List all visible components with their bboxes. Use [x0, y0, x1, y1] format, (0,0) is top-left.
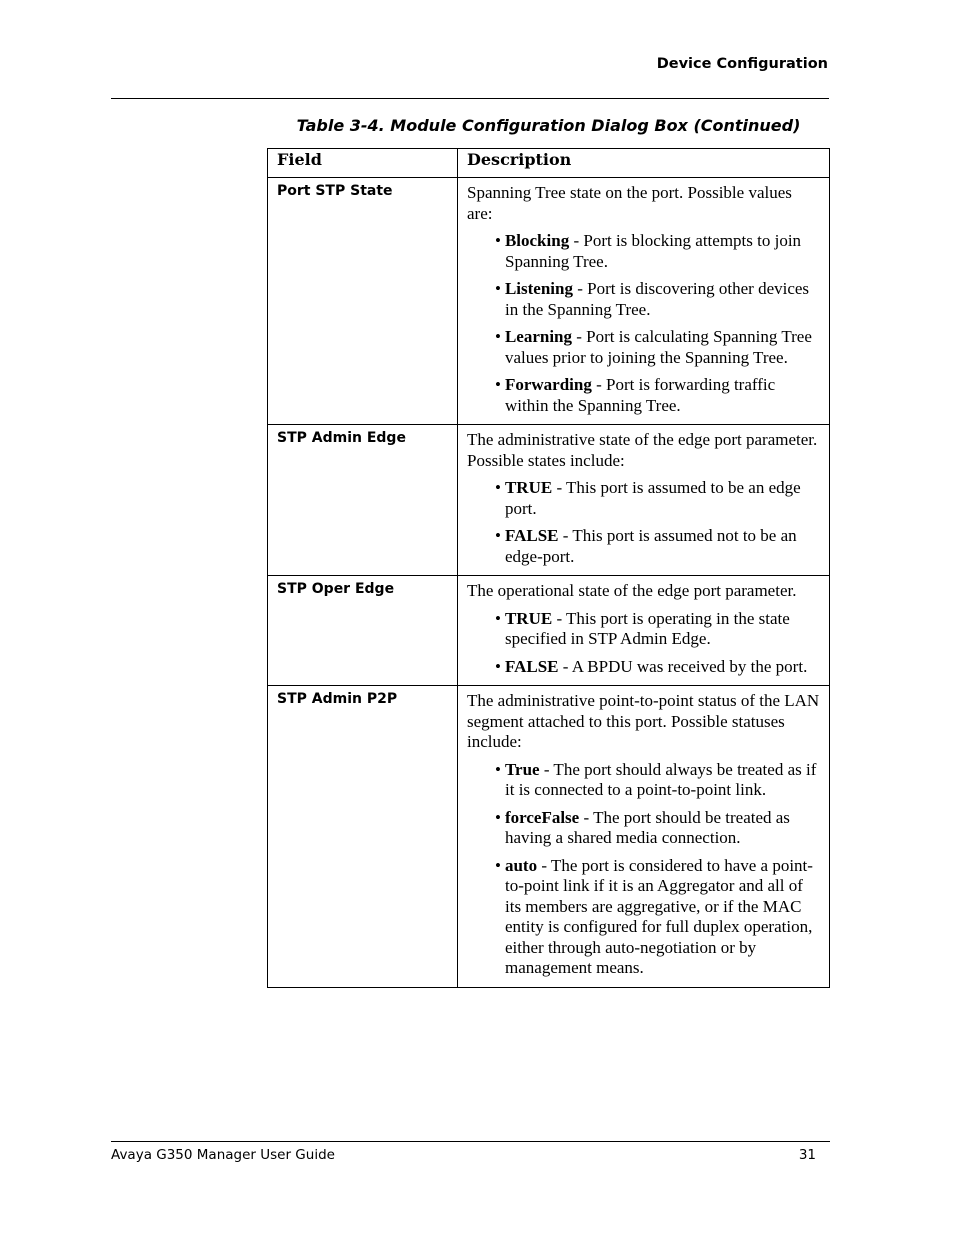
option-item: • auto - The port is considered to have a point-to-point link if it is an Aggregator and all of its members are aggregative, or if the MAC entity is configured for full duplex operation, either through auto-negotiation or by management means. — [495, 855, 813, 977]
option-text: - Port is discovering other devices in the Spanning Tree. — [505, 279, 810, 319]
option-item: • TRUE - This port is assumed to be an edge port. — [495, 478, 801, 518]
option-text: - Port is forwarding traffic within the Spanning Tree. — [505, 375, 776, 415]
option-term: Forwarding — [504, 375, 592, 394]
option-item: • FALSE - A BPDU was received by the port. — [495, 656, 808, 676]
option-item: • forceFalse - The port should be treated as having a shared media connection. — [495, 807, 790, 847]
option-item: • Forwarding - Port is forwarding traffic within the Spanning Tree. — [495, 375, 776, 415]
table-row — [268, 178, 830, 425]
option-term: TRUE — [504, 478, 553, 497]
option-item: • FALSE - This port is assumed not to be an edge-port. — [495, 526, 797, 566]
option-list — [467, 231, 820, 416]
option-term: True — [504, 759, 540, 779]
option-text: - The port should be treated as having a shared media connection. — [505, 807, 790, 847]
option-list — [467, 609, 820, 678]
option-text: - This port is assumed not to be an edge-port. — [505, 526, 797, 566]
field-name: STP Oper Edge — [268, 576, 458, 686]
description-intro: The administrative state of the edge port parameter. Possible states include: — [467, 430, 818, 470]
column-header-description: Description — [458, 149, 830, 178]
option-text: - The port is considered to have a point-to-point link if it is an Aggregator and all of its members are aggregative, or if the MAC entity is configured for full duplex operation, either through auto-negotiation or by management means. — [505, 855, 813, 977]
description-intro: The operational state of the edge port parameter. — [467, 581, 797, 600]
field-description — [458, 425, 830, 576]
table-row — [268, 686, 830, 988]
option-text: - Port is blocking attempts to join Spanning Tree. — [505, 231, 802, 271]
option-term: TRUE — [504, 608, 553, 628]
option-item: • TRUE - This port is operating in the state specified in STP Admin Edge. — [495, 608, 790, 648]
option-term: FALSE — [504, 656, 559, 676]
option-item: • True - The port should always be treated as if it is connected to a point-to-point link. — [495, 759, 817, 799]
description-intro: The administrative point-to-point status of the LAN segment attached to this port. Possible statuses include: — [467, 691, 820, 751]
option-term: auto — [504, 855, 538, 875]
option-list — [467, 760, 820, 979]
description-intro: Spanning Tree state on the port. Possible values are: — [467, 183, 792, 223]
running-header: Device Configuration — [656, 56, 828, 72]
option-text: - Port is calculating Spanning Tree values prior to joining the Spanning Tree. — [505, 327, 812, 367]
field-name: Port STP State — [268, 178, 458, 425]
field-name: STP Admin P2P — [268, 686, 458, 988]
option-list — [467, 478, 820, 567]
option-term: Blocking — [504, 231, 570, 250]
table-row — [268, 425, 830, 576]
page-number: 31 — [798, 1147, 816, 1163]
field-description — [458, 576, 830, 686]
option-term: Learning — [504, 327, 573, 346]
option-term: FALSE — [504, 526, 559, 545]
option-text: - This port is operating in the state specified in STP Admin Edge. — [505, 608, 790, 648]
option-text: - The port should always be treated as if it is connected to a point-to-point link. — [505, 759, 817, 799]
field-description — [458, 178, 830, 425]
table-header-row — [268, 149, 830, 178]
footer-guide-title: Avaya G350 Manager User Guide — [111, 1147, 335, 1163]
option-term: Listening — [504, 279, 573, 298]
option-term: forceFalse — [504, 807, 580, 827]
option-item: • Learning - Port is calculating Spanning Tree values prior to joining the Spanning Tree. — [495, 327, 812, 367]
option-item: • Listening - Port is discovering other devices in the Spanning Tree. — [495, 279, 810, 319]
footer-divider — [111, 1141, 830, 1142]
option-text: - A BPDU was received by the port. — [558, 656, 808, 676]
field-name: STP Admin Edge — [268, 425, 458, 576]
module-config-table — [267, 148, 830, 988]
table-row — [268, 576, 830, 686]
table-caption: Table 3-4. Module Configuration Dialog Box (Continued) — [296, 116, 801, 135]
header-divider — [111, 98, 829, 99]
option-item: • Blocking - Port is blocking attempts to join Spanning Tree. — [495, 231, 802, 271]
column-header-field: Field — [268, 149, 458, 178]
field-description — [458, 686, 830, 988]
option-text: - This port is assumed to be an edge port. — [505, 478, 801, 518]
